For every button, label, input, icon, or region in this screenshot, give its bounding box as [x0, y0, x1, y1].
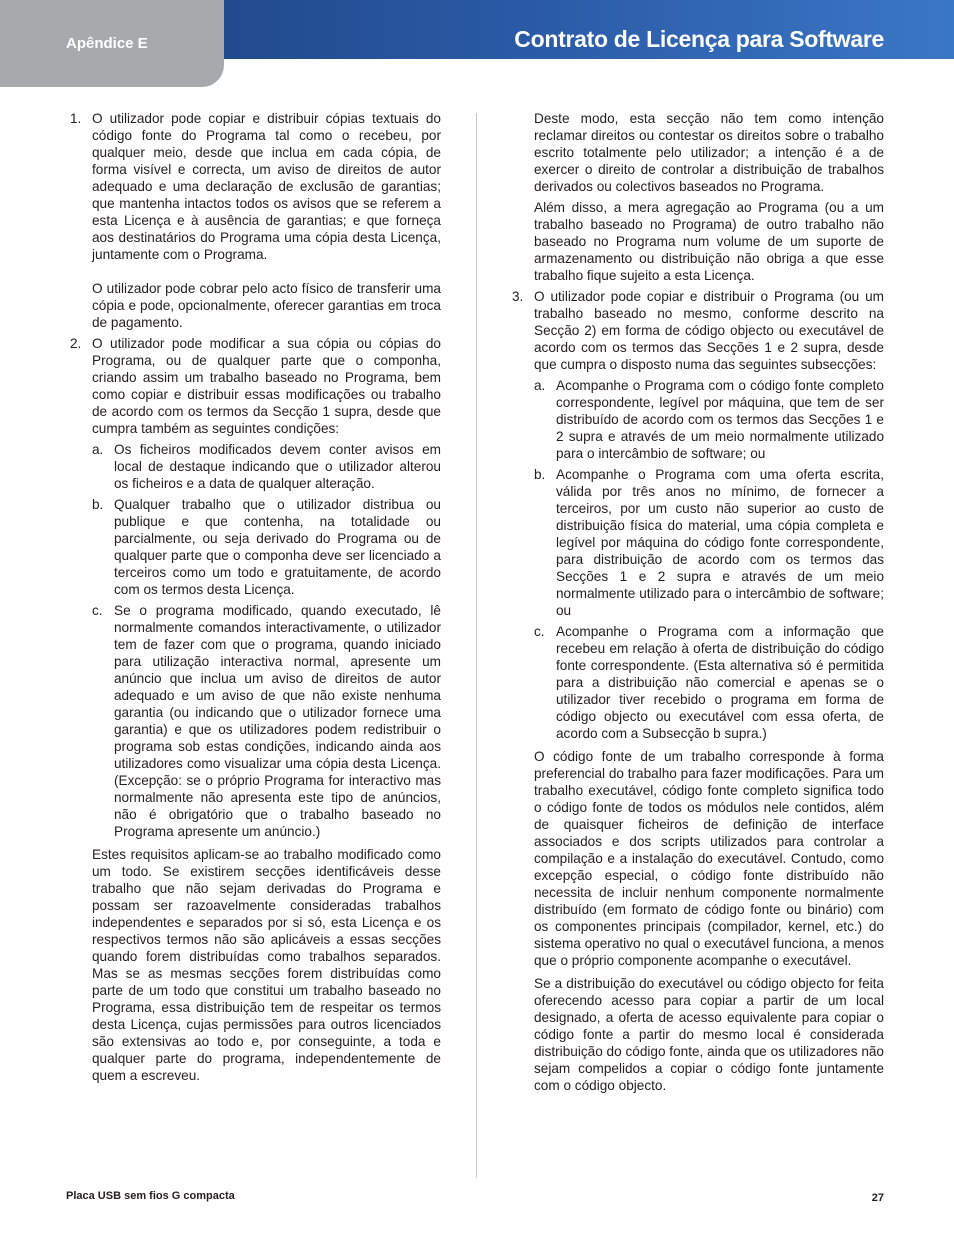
item-number: 1. — [70, 111, 82, 126]
item-text: O utilizador pode modificar a sua cópia ou cópias do Programa, ou de qualquer parte que o componha, criando assim um trabalho baseado no Programa, bem como copiar e distribuir essas modificações ou trabalho de acordo com os termos da Secção 1 supra, desde que cumpra também as seguintes condições: — [92, 336, 441, 436]
item-text: O utilizador pode copiar e distribuir o Programa (ou um trabalho baseado no mesmo, conforme descrito na Secção 2) em forma de código objecto ou executável de acordo com os termos das Secções 1 e 2 supra, desde que cumpra o disposto numa das seguintes subsecções: — [534, 289, 884, 372]
paragraph: Deste modo, esta secção não tem como intenção reclamar direitos ou contestar os direitos sobre o trabalho escrito totalmente pelo utilizador; a intenção é a de exercer o direito de controlar a distribuição de trabalhos derivados ou colectivos baseados no Programa. — [534, 111, 884, 194]
sub-item-a — [92, 441, 441, 492]
sub-item-a — [534, 377, 884, 462]
sub-item-letter: b. — [92, 497, 104, 512]
paragraph: Se a distribuição do executável ou código objecto for feita oferecendo acesso para copiar a partir de um local designado, a oferta de acesso equivalente para copiar o código fonte a partir do mesmo local é considerada distribuição do código fonte, ainda que os utilizadores não sejam compelidos a copiar o código fonte juntamente com o código objecto. — [534, 976, 884, 1093]
sub-item-text: Acompanhe o Programa com a informação que recebeu em relação à oferta de distribuição do código fonte correspondente. (Esta alternativa só é permitida para a distribuição não comercial e apenas se o utilizador tiver recebido o programa em forma de código objecto ou executável com essa oferta, de acordo com a Subsecção b supra.) — [556, 624, 884, 741]
left-column — [70, 110, 441, 1088]
item-text: O utilizador pode copiar e distribuir cópias textuais do código fonte do Programa tal como o recebeu, por qualquer meio, desde que inclua em cada cópia, de forma visível e correcta, um aviso de direitos de autor adequado e uma declaração de exclusão de garantias; que mantenha intactos todos os avisos que se referem a esta Licença e à ausência de garantias; e que forneça aos destinatários do Programa uma cópia desta Licença, juntamente com o Programa. — [92, 111, 441, 262]
sub-item-text: Acompanhe o Programa com uma oferta escrita, válida por três anos no mínimo, de fornecer a terceiros, por um custo não superior ao custo de distribuição física do material, uma cópia completa e legível por máquina do código fonte correspondente, para distribuição de acordo com os termos das Secções 1 e 2 supra e através de um meio normalmente utilizado para o intercâmbio de software; ou — [556, 467, 884, 618]
sub-item-b — [92, 496, 441, 598]
sub-item-c — [534, 623, 884, 742]
paragraph: Além disso, a mera agregação ao Programa (ou a um trabalho baseado no Programa) de outro trabalho não baseado no Programa num volume de um suporte de armazenamento ou distribuição não obriga a que esse trabalho fique sujeito a esta Licença. — [534, 200, 884, 283]
right-column — [512, 110, 884, 1098]
paragraph: O código fonte de um trabalho corresponde à forma preferencial do trabalho para fazer modificações. Para um trabalho executável, código fonte completo significa todo o código fonte de todos os módulos nele contidos, além de quaisquer ficheiros de definição de interface associados e dos scripts utilizados para controlar a compilação e a instalação do executável. Contudo, como excepção especial, o código fonte distribuído não necessita de incluir nenhum componente normalmente distribuído (em formato de código fonte ou binário) com os componentes principais (compilador, kernel, etc.) do sistema operativo no qual o executável funciona, a menos que o próprio componente acompanhe o executável. — [534, 749, 884, 968]
appendix-label: Apêndice E — [66, 35, 148, 52]
sub-item-letter: c. — [92, 603, 103, 618]
sub-item-text: Se o programa modificado, quando executado, lê normalmente comandos interactivamente, o utilizador tem de fazer com que o programa, quando iniciado para utilização interactiva normal, apresente um anúncio que inclua um aviso de direitos de autor adequado e um aviso de que não existe nenhuma garantia (ou indicando que o utilizador fornece uma garantia) e que os utilizadores podem redistribuir o programa sob estas condições, indicando ainda aos utilizadores como visualizar uma cópia desta Licença. (Excepção: se o próprio Programa for interactivo mas normalmente não apresenta este tipo de anúncios, não é obrigatório que o trabalho baseado no Programa apresente um anúncio.) — [114, 603, 441, 839]
sub-item-text: Acompanhe o Programa com o código fonte completo correspondente, legível por máquina, que tem de ser distribuído de acordo com os termos das Secções 1 e 2 supra e através de um meio normalmente utilizado para o intercâmbio de software; ou — [556, 378, 884, 461]
list-item-2 — [70, 335, 441, 1084]
sub-item-letter: a. — [92, 442, 104, 457]
column-divider — [476, 113, 477, 1178]
sub-item-letter: c. — [534, 624, 545, 639]
sub-item-c — [92, 602, 441, 840]
page-title: Contrato de Licença para Software — [514, 26, 884, 52]
footer-product: Placa USB sem fios G compacta — [66, 1190, 235, 1202]
sub-item-b — [534, 466, 884, 619]
list-item-3 — [512, 288, 884, 1094]
sub-item-letter: a. — [534, 378, 546, 393]
paragraph: Estes requisitos aplicam-se ao trabalho modificado como um todo. Se existirem secções identificáveis desse trabalho que não sejam derivadas do Programa e possam ser razoavelmente consideradas trabalhos independentes e separados por si só, esta Licença e os respectivos termos não são aplicáveis a essas secções quando forem distribuídas como trabalhos separados. Mas se as mesmas secções forem distribuídas como parte de um todo que constitui um trabalho baseado no Programa, essa distribuição tem de respeitar os termos desta Licença, cujas permissões para outros licenciados são extensivas ao todo e, por conseguinte, a toda e qualquer parte do programa, independentemente de quem a escreveu. — [92, 847, 441, 1083]
item-number: 3. — [512, 289, 524, 304]
item-number: 2. — [70, 336, 82, 351]
sub-item-letter: b. — [534, 467, 546, 482]
sub-item-text: Os ficheiros modificados devem conter avisos em local de destaque indicando que o utilizador alterou os ficheiros e a data de qualquer alteração. — [114, 442, 441, 491]
list-item-1 — [70, 110, 441, 331]
item-text-continued: O utilizador pode cobrar pelo acto físico de transferir uma cópia e pode, opcionalmente, oferecer garantias em troca de pagamento. — [92, 281, 441, 330]
sub-item-text: Qualquer trabalho que o utilizador distribua ou publique e que contenha, na totalidade ou parcialmente, ou seja derivado do Programa ou de qualquer parte que o componha deve ser licenciado a terceiros como um todo e gratuitamente, de acordo com os termos desta Licença. — [114, 497, 441, 597]
footer-page-number: 27 — [871, 1192, 884, 1204]
